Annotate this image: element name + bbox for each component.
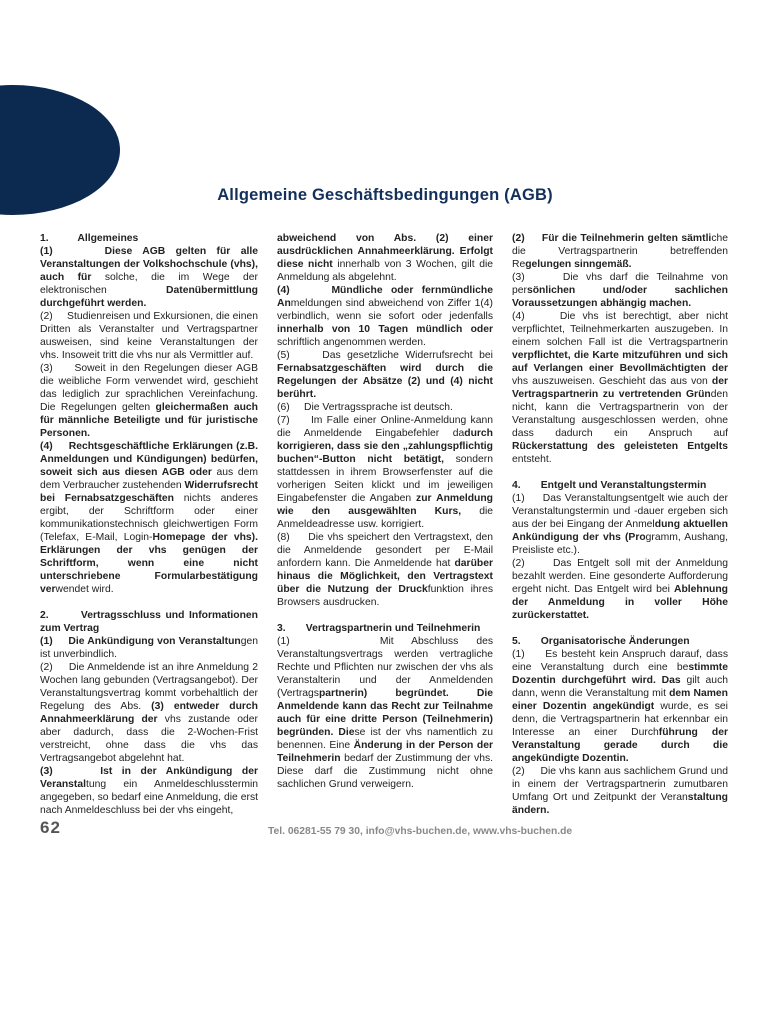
column-2 — [277, 232, 493, 791]
paragraph: (1) Das Veranstaltungsentgelt wie auch der Veranstaltungstermin und -dauer ergeben sich aus der bei Eingang der Anmeldung aktuellen Ankündigung der vhs (Programm, Aushang, Preisliste etc.). — [512, 493, 729, 556]
section-heading: 1. Allgemeines — [40, 233, 139, 244]
page-number: 62 — [40, 818, 61, 837]
paragraph: (8) Die vhs speichert den Vertragstext, den die Anmeldende gesondert per E-Mail anfordern kann. Die Anmeldende hat darüber hinaus die Möglichkeit, den Vertragstext über die Nutzung der Druckfunktion ihres Browsers ausdrucken. — [277, 532, 493, 608]
paragraph: (1) Es besteht kein Anspruch darauf, dass eine Veranstaltung durch eine bestimmte Dozentin durchgeführt wird. Das gilt auch dann, wenn die Veranstaltung mit dem Namen einer Dozentin angekündigt wurde, es sei denn, die Vertragspartnerin hat erkennbar ein Interesse an einer Durchführung der Veranstaltung gerade durch die angekündigte Dozentin. — [512, 649, 728, 764]
paragraph: (2) Für die Teilnehmerin gelten sämtliche die Vertragspartnerin betreffenden Regelungen sinngemäß. — [512, 233, 728, 270]
section-heading: 5. Organisatorische Änderungen — [512, 636, 690, 647]
section-heading: 4. Entgelt und Veranstaltungstermin — [512, 480, 707, 491]
paragraph: (5) Das gesetzliche Widerrufsrecht bei Fernabsatzgeschäften wird durch die Regelungen der Absätze (2) und (4) nicht berührt. — [277, 350, 493, 400]
paragraph: (3) Die vhs darf die Teilnahme von persönlichen und/oder sachlichen Voraussetzungen abhängig machen. — [512, 272, 728, 309]
paragraph: (2) Das Entgelt soll mit der Anmeldung bezahlt werden. Eine gesonderte Aufforderung ergeht nicht. Das Entgelt wird bei Ablehnung der Anmeldung in voller Höhe zurückerstattet. — [512, 558, 728, 621]
paragraph: (4) Rechtsgeschäftliche Erklärungen (z.B. Anmeldungen und Kündigungen) bedürfen, soweit sich aus diesen AGB oder aus dem dem Verbraucher zustehenden Widerrufsrecht bei Fernabsatzgeschäften nichts anderes ergibt, der Schriftform oder einer kommunikationstechnisch gleichwertigen Form (Telefax, E-Mail, Login-Homepage der vhs). Erklärungen der vhs genügen der Schriftform, wenn eine nicht unterschriebene Formularbestätigung verwendet wird. — [40, 441, 258, 595]
paragraph: (3) Soweit in den Regelungen dieser AGB die weibliche Form verwendet wird, geschieht das lediglich zur sprachlichen Vereinfachung. Die Regelungen gelten gleichermaßen auch für männliche Beteiligte und für juristische Personen. — [40, 363, 258, 439]
paragraph: (3) Ist in der Ankündigung der Veranstaltung ein Anmeldeschlusstermin angegeben, so bedarf eine Anmeldung, die erst nach Anmeldeschluss bei der vhs eingeht, — [40, 766, 258, 816]
paragraph: (4) Die vhs ist berechtigt, aber nicht verpflichtet, Teilnehmerkarten auszugeben. In einem solchen Fall ist die Vertragspartnerin verpflichtet, die Karte mitzuführen und sich auf Verlangen einer Bevollmächtigten der vhs auszuweisen. Geschieht das aus von der Vertragspartnerin zu vertretenden Gründen nicht, kann die Vertragspartnerin von der Veranstaltung ausgeschlossen werden, ohne dass dadurch ein Anspruch auf Rückerstattung des geleisteten Entgelts entsteht. — [512, 311, 728, 465]
paragraph: abweichend von Abs. (2) einer ausdrücklichen Annahmeerklärung. Erfolgt diese nicht innerhalb von 3 Wochen, gilt die Anmeldung als abgelehnt. — [277, 233, 493, 283]
footer-contact: Tel. 06281-55 79 30, info@vhs-buchen.de, www.vhs-buchen.de — [268, 826, 573, 837]
paragraph: (2) Studienreisen und Exkursionen, die einen Dritten als Veranstalter und Vertragspartner ausweisen, sind keine Veranstaltungen der vhs. Insoweit tritt die vhs nur als Vermittler auf. — [40, 311, 258, 361]
page-title: Allgemeine Geschäftsbedingungen (AGB) — [217, 186, 553, 204]
paragraph: (1) Mit Abschluss des Veranstaltungsvertrags werden vertragliche Rechte und Pflichten nur zwischen der vhs als Veranstalterin und der Anmeldenden (Vertragspartnerin) begründet. Die Anmeldende kann das Recht zur Teilnahme auch für eine dritte Person (Teilnehmerin) begründen. Diese ist der vhs namentlich zu benennen. Eine Änderung in der Person der Teilnehmerin bedarf der Zustimmung der vhs. Diese darf die Zustimmung nicht ohne sachlichen Grund verweigern. — [277, 636, 493, 790]
column-1 — [40, 232, 258, 817]
paragraph: (4) Mündliche oder fernmündliche Anmeldungen sind abweichend von Ziffer 1(4) verbindlich, wenn sie sofort oder jedenfalls innerhalb von 10 Tagen mündlich oder schriftlich angenommen werden. — [277, 285, 493, 348]
section-heading: 2. Vertragsschluss und Informationen zum Vertrag — [40, 610, 258, 634]
paragraph: (1) Diese AGB gelten für alle Veranstaltungen der Volkshochschule (vhs), auch für solche, die im Wege der elektronischen Datenübermittlung durchgeführt werden. — [40, 246, 258, 309]
paragraph: (7) Im Falle einer Online-Anmeldung kann die Anmeldende Eingabefehler dadurch korrigieren, dass sie den „zahlungspflichtig buchen“-Button nicht betätigt, sondern stattdessen in ihrem Browserfenster auf die vorherigen Seiten klickt und im jeweiligen Eingabefenster die Angaben zur Anmeldung wie den ausgewählten Kurs, die Anmeldeadresse usw. korrigiert. — [277, 415, 493, 530]
paragraph: (6) Die Vertragssprache ist deutsch. — [277, 402, 453, 413]
column-3 — [512, 232, 728, 817]
section-heading: 3. Vertragspartnerin und Teilnehmerin — [277, 623, 481, 634]
paragraph: (2) Die Anmeldende ist an ihre Anmeldung 2 Wochen lang gebunden (Vertragsangebot). Der Veranstaltungsvertrag kommt vorbehaltlich der Regelung des Abs. (3) entweder durch Annahmeerklärung der vhs zustande oder aber dadurch, dass die 2-Wochen-Frist verstreicht, ohne dass die vhs das Vertragsangebot abgelehnt hat. — [40, 662, 258, 764]
paragraph: (2) Die vhs kann aus sachlichem Grund und in einem der Vertragspartnerin zumutbaren Umfang Ort und Zeitpunkt der Veranstaltung ändern. — [512, 766, 728, 816]
paragraph: (1) Die Ankündigung von Veranstaltungen ist unverbindlich. — [40, 636, 258, 660]
